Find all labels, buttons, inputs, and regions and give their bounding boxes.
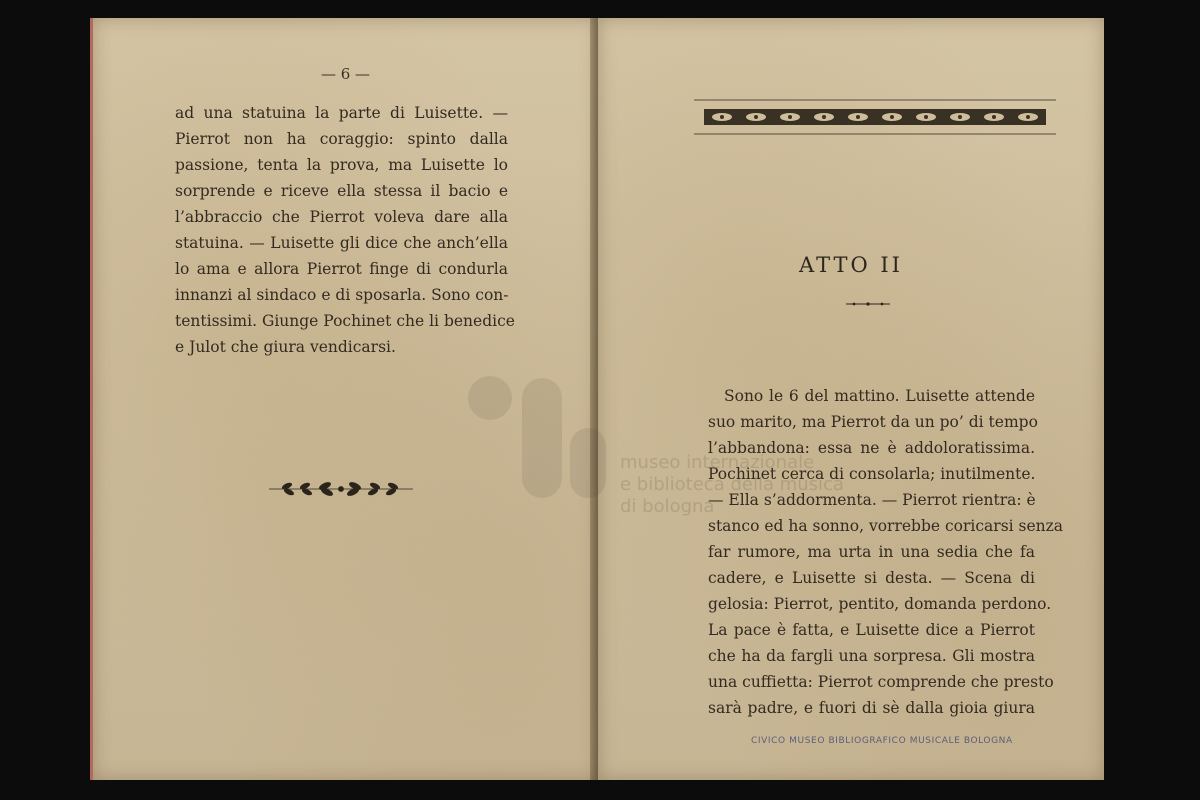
- text-line: — Ella s’addormenta. — Pierrot rientra: è: [708, 491, 1036, 509]
- text-line: lo ama e allora Pierrot finge di condurla: [175, 260, 508, 278]
- text-line: far rumore, ma urta in una sedia che fa: [708, 543, 1035, 561]
- right-page: [598, 18, 1104, 780]
- text-line: ad una statuina la parte di Luisette. —: [175, 104, 508, 122]
- text-line: statuina. — Luisette gli dice che anch’ella: [175, 234, 508, 252]
- text-line: stanco ed ha sonno, vorrebbe coricarsi senza: [708, 517, 1064, 535]
- text-line: cadere, e Luisette si desta. — Scena di: [708, 569, 1035, 587]
- text-line: suo marito, ma Pierrot da un po’ di tempo: [708, 413, 1038, 431]
- right-page-text: [708, 383, 1064, 721]
- text-line: e Julot che giura vendicarsi.: [175, 338, 396, 356]
- text-line: che ha da fargli una sorpresa. Gli mostra: [708, 647, 1035, 665]
- text-line: gelosia: Pierrot, pentito, domanda perdono.: [708, 595, 1052, 613]
- text-line: tentissimi. Giunge Pochinet che li benedice: [175, 312, 515, 330]
- page-number: — 6 —: [320, 65, 371, 83]
- text-line: Sono le 6 del mattino. Luisette attende: [724, 387, 1035, 405]
- decorative-banner-icon: [694, 98, 1056, 136]
- text-line: sarà padre, e fuori di sè dalla gioia giura: [708, 699, 1035, 717]
- text-line: sorprende e riceve ella stessa il bacio e: [175, 182, 508, 200]
- library-stamp: CIVICO MUSEO BIBLIOGRAFICO MUSICALE BOLOGNA: [751, 736, 1013, 746]
- text-line: una cuffietta: Pierrot comprende che presto: [708, 673, 1054, 691]
- left-page-text: [175, 100, 515, 360]
- text-line: l’abbraccio che Pierrot voleva dare alla: [175, 208, 508, 226]
- text-line: innanzi al sindaco e di sposarla. Sono con-: [175, 286, 509, 304]
- open-booklet: [90, 18, 1106, 782]
- text-line: passione, tenta la prova, ma Luisette lo: [175, 156, 508, 174]
- text-line: l’abbandona: essa ne è addoloratissima.: [708, 439, 1035, 457]
- text-line: La pace è fatta, e Luisette dice a Pierrot: [708, 621, 1035, 639]
- text-line: Pochinet cerca di consolarla; inutilmente.: [708, 465, 1036, 483]
- text-line: Pierrot non ha coraggio: spinto dalla: [175, 130, 508, 148]
- small-dash-ornament-icon: [846, 301, 890, 307]
- act-title: ATTO II: [799, 253, 903, 277]
- left-page: [90, 18, 598, 780]
- floral-ornament-icon: [267, 481, 415, 497]
